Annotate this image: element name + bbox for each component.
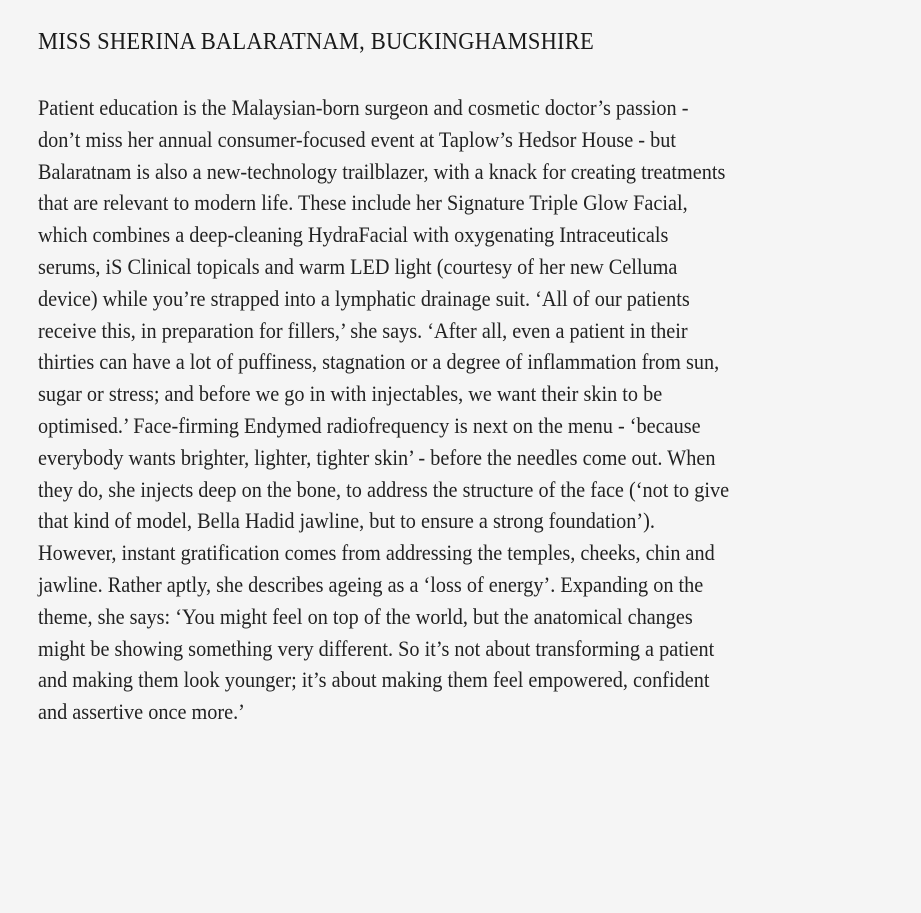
body-line: that kind of model, Bella Hadid jawline, but to ensure a strong foundation’). [38,508,655,534]
article [38,26,908,728]
body-line: theme, she says: ‘You might feel on top of the world, but the anatomical changes [38,603,693,629]
body-line: receive this, in preparation for fillers,’ she says. ‘After all, even a patient in their [38,317,688,343]
body-line: jawline. Rather aptly, she describes ageing as a ‘loss of energy’. Expanding on the [38,571,704,597]
article-body [38,92,908,728]
body-line: which combines a deep-cleaning HydraFacial with oxygenating Intraceuticals [38,222,669,248]
body-line: don’t miss her annual consumer-focused event at Taplow’s Hedsor House - but [38,126,676,152]
body-line: and assertive once more.’ [38,699,245,725]
body-line: However, instant gratification comes from addressing the temples, cheeks, chin and [38,540,715,566]
body-line: sugar or stress; and before we go in with injectables, we want their skin to be [38,381,663,407]
body-line: Patient education is the Malaysian-born surgeon and cosmetic doctor’s passion - [38,95,689,120]
body-line: device) while you’re strapped into a lymphatic drainage suit. ‘All of our patients [38,285,690,311]
body-line: that are relevant to modern life. These include her Signature Triple Glow Facial, [38,190,688,216]
body-line: thirties can have a lot of puffiness, stagnation or a degree of inflammation from sun, [38,349,720,375]
body-line: they do, she injects deep on the bone, to address the structure of the face (‘not to give [38,476,730,502]
body-line: everybody wants brighter, lighter, tighter skin’ - before the needles come out. When [38,444,716,470]
body-line: might be showing something very different. So it’s not about transforming a patient [38,635,715,661]
article-title: MISS SHERINA BALARATNAM, BUCKINGHAMSHIRE [38,28,594,55]
body-line: Balaratnam is also a new-technology trailblazer, with a knack for creating treatments [38,158,726,184]
body-line: serums, iS Clinical topicals and warm LED light (courtesy of her new Celluma [38,253,678,279]
body-line: optimised.’ Face-firming Endymed radiofrequency is next on the menu - ‘because [38,412,701,438]
body-line: and making them look younger; it’s about making them feel empowered, confident [38,667,710,693]
